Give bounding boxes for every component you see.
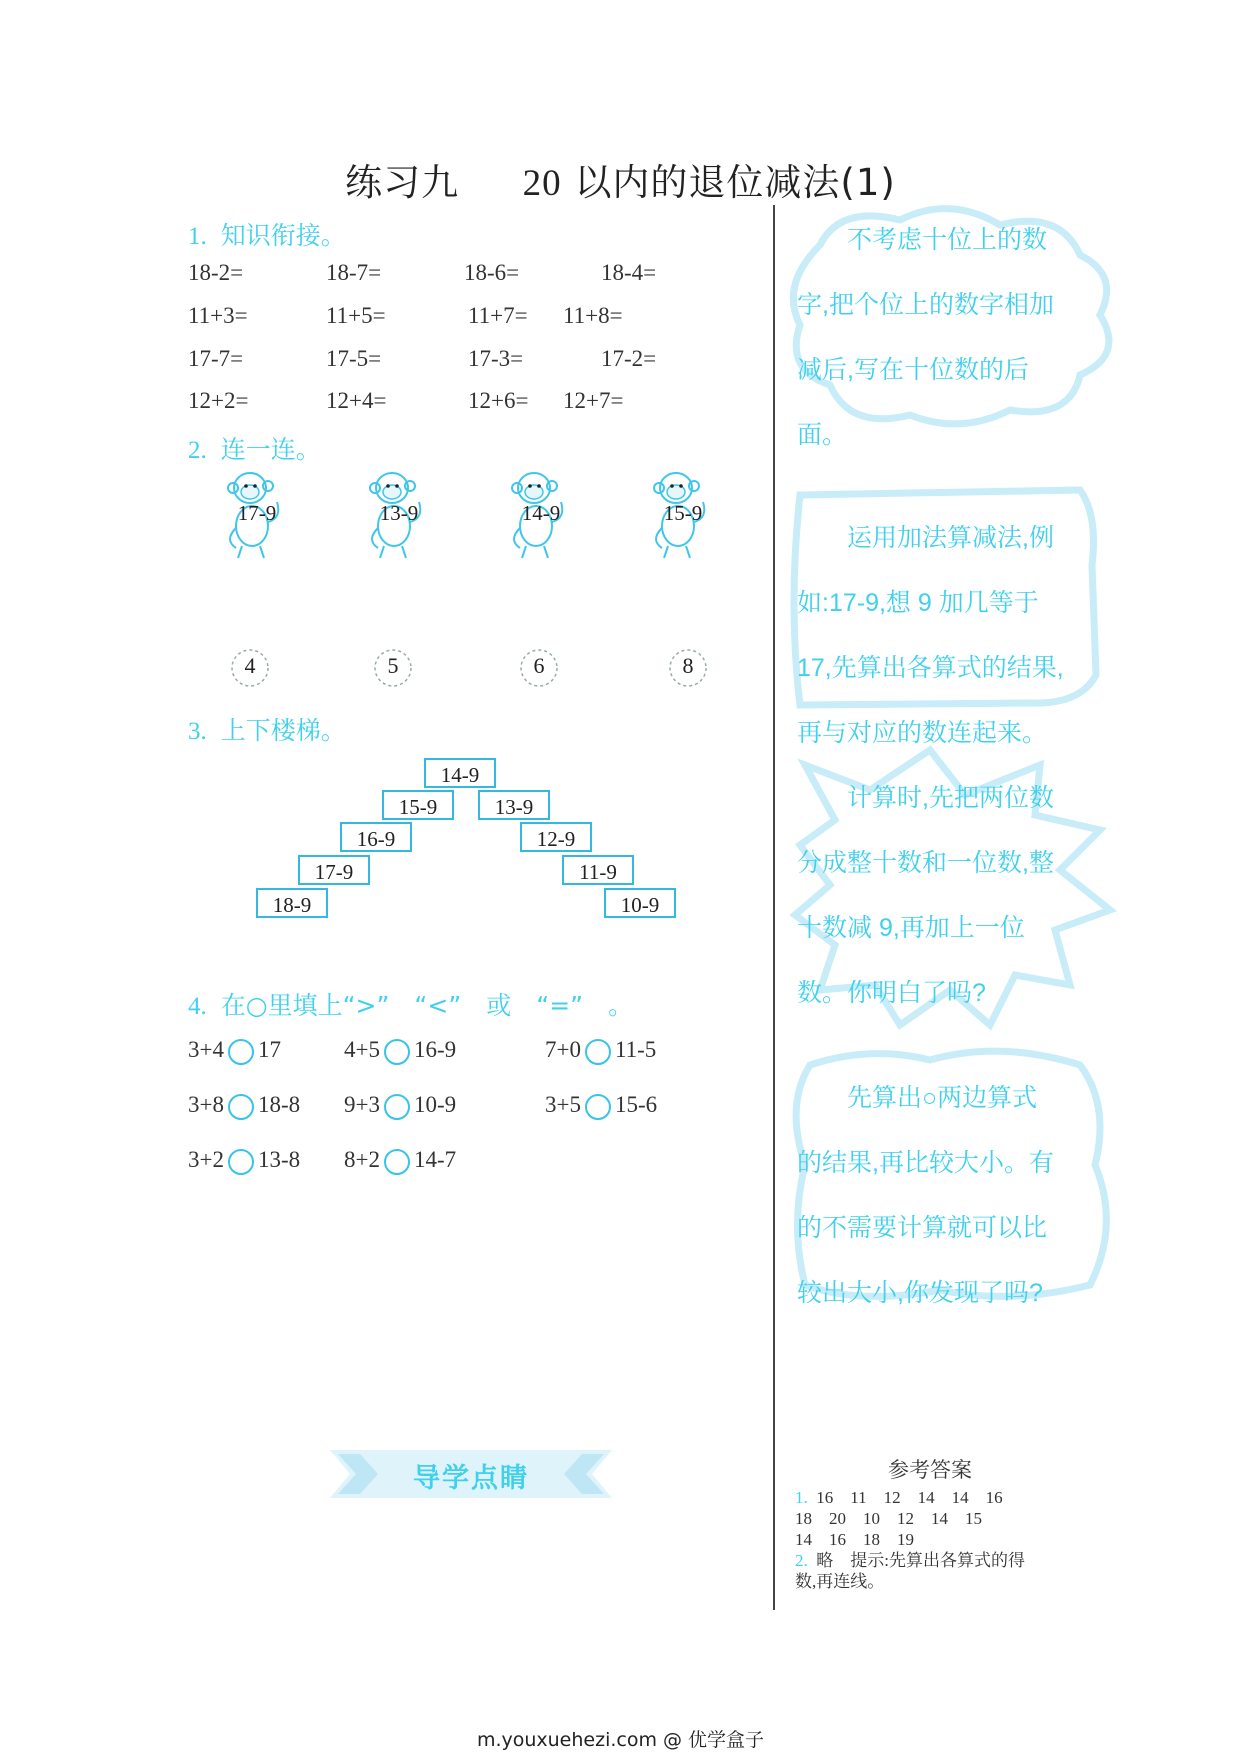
q2-heading xyxy=(188,430,321,466)
compare-left: 8+2 xyxy=(344,1147,380,1172)
answer-blob[interactable] xyxy=(371,646,415,690)
q3-label: 上下楼梯。 xyxy=(220,716,346,745)
monkey-card[interactable] xyxy=(506,466,576,562)
answer-label: 8 xyxy=(682,653,694,678)
stair-left: 18-9 xyxy=(256,888,328,918)
q2-label: 连一连。 xyxy=(220,435,321,464)
answers-line: 2. 略 提示:先算出各算式的得 xyxy=(795,1551,1025,1570)
q1-expr: 17-7= xyxy=(188,346,244,371)
tip-line: 再与对应的数连起来。 xyxy=(797,719,1048,747)
compare-item xyxy=(344,1092,456,1120)
stair-right: 13-9 xyxy=(478,790,550,820)
answer-blob[interactable] xyxy=(666,646,710,690)
stair-left: 15-9 xyxy=(382,790,454,820)
answer-label: 4 xyxy=(244,653,256,678)
answer-circle[interactable] xyxy=(585,1094,611,1120)
compare-left: 7+0 xyxy=(545,1037,581,1062)
stair-left: 17-9 xyxy=(298,855,370,885)
answer-circle[interactable] xyxy=(384,1039,410,1065)
tip-line: 计算时,先把两位数 xyxy=(847,784,1054,812)
stair-right: 11-9 xyxy=(562,855,634,885)
answers-line: 18 20 10 12 14 15 xyxy=(795,1509,982,1528)
answer-label: 6 xyxy=(533,653,545,678)
q1-expr: 11+7= xyxy=(468,303,528,328)
monkey-card[interactable] xyxy=(222,466,292,562)
answer-blob[interactable] xyxy=(228,646,272,690)
answers-title: 参考答案 xyxy=(888,1458,972,1482)
stair-top: 14-9 xyxy=(424,758,496,788)
q3-heading xyxy=(188,711,346,747)
compare-item xyxy=(344,1037,456,1065)
compare-right: 14-7 xyxy=(413,1147,457,1172)
q1-heading xyxy=(188,216,346,252)
compare-item xyxy=(344,1147,456,1175)
answer-circle[interactable] xyxy=(228,1149,254,1175)
q1-expr: 17-3= xyxy=(468,346,524,371)
answers-line: 数,再连线。 xyxy=(795,1572,885,1591)
tip-box-1 xyxy=(797,208,1067,468)
monkey-card[interactable] xyxy=(364,466,434,562)
compare-item xyxy=(545,1092,657,1120)
monkey-label: 15-9 xyxy=(663,501,703,525)
q1-expr: 12+7= xyxy=(563,388,624,413)
compare-item xyxy=(545,1037,656,1065)
compare-item xyxy=(188,1037,281,1065)
monkey-label: 17-9 xyxy=(237,501,277,525)
q4-heading xyxy=(188,986,633,1022)
q1-expr: 17-5= xyxy=(326,346,382,371)
compare-right: 13-8 xyxy=(257,1147,301,1172)
tip-line: 字,把个位上的数字相加 xyxy=(797,291,1054,319)
answer-circle[interactable] xyxy=(384,1094,410,1120)
answer-circle[interactable] xyxy=(228,1039,254,1065)
tip-line: 分成整十数和一位数,整 xyxy=(797,849,1054,877)
stair-right: 12-9 xyxy=(520,822,592,852)
title-number: 20 xyxy=(522,163,562,204)
compare-left: 4+5 xyxy=(344,1037,380,1062)
title-prefix: 练习九 xyxy=(345,161,460,204)
tip-line: 减后,写在十位数的后 xyxy=(797,356,1029,384)
answers-line: 14 16 18 19 xyxy=(795,1530,914,1549)
tip-line: 数。你明白了吗? xyxy=(797,979,986,1007)
q1-expr: 11+3= xyxy=(188,303,248,328)
tip-line: 不考虑十位上的数 xyxy=(847,226,1048,254)
tip-line: 的不需要计算就可以比 xyxy=(797,1214,1048,1242)
answer-circle[interactable] xyxy=(228,1094,254,1120)
compare-left: 3+4 xyxy=(188,1037,224,1062)
tip-line: 的结果,再比较大小。有 xyxy=(797,1149,1054,1177)
compare-right: 15-6 xyxy=(614,1092,658,1117)
compare-left: 9+3 xyxy=(344,1092,380,1117)
q1-expr: 18-7= xyxy=(326,260,382,285)
q1-expr: 12+6= xyxy=(468,388,529,413)
compare-right: 17 xyxy=(257,1037,281,1062)
answers-line: 1. 16 11 12 14 14 16 xyxy=(795,1488,1003,1507)
tip-line: 17,先算出各算式的结果, xyxy=(797,654,1064,682)
stair-right: 10-9 xyxy=(604,888,676,918)
compare-item xyxy=(188,1092,300,1120)
answer-label: 5 xyxy=(387,653,399,678)
q4-number: 4. xyxy=(188,993,207,1020)
answer-circle[interactable] xyxy=(384,1149,410,1175)
answer-blob[interactable] xyxy=(517,646,561,690)
q4-label: 在○里填上“>” “<” 或 “=” 。 xyxy=(220,991,634,1020)
compare-left: 3+2 xyxy=(188,1147,224,1172)
monkey-label: 13-9 xyxy=(379,501,419,525)
q1-label: 知识衔接。 xyxy=(220,221,346,250)
compare-right: 16-9 xyxy=(413,1037,457,1062)
tip-line: 运用加法算减法,例 xyxy=(847,524,1054,552)
q1-expr: 17-2= xyxy=(601,346,657,371)
banner-title: 导学点睛 xyxy=(413,1463,529,1494)
tip-line: 面。 xyxy=(797,421,848,449)
q1-expr: 18-6= xyxy=(464,260,520,285)
q1-expr: 11+5= xyxy=(326,303,386,328)
title-suffix: 以内的退位减法(1) xyxy=(574,161,896,204)
tip-box-4 xyxy=(797,1066,1067,1326)
tip-line: 较出大小,你发现了吗? xyxy=(797,1279,1043,1307)
q1-expr: 12+2= xyxy=(188,388,249,413)
column-divider xyxy=(773,205,775,1610)
guide-banner xyxy=(330,1450,612,1498)
tip-box-2 xyxy=(797,506,1067,766)
q1-expr: 11+8= xyxy=(563,303,623,328)
stair-left: 16-9 xyxy=(340,822,412,852)
q1-number: 1. xyxy=(188,223,207,250)
answer-circle[interactable] xyxy=(585,1039,611,1065)
q1-expr: 18-4= xyxy=(601,260,657,285)
q1-expr: 12+4= xyxy=(326,388,387,413)
compare-right: 10-9 xyxy=(413,1092,457,1117)
reference-answers xyxy=(795,1460,1065,1592)
monkey-card[interactable] xyxy=(648,466,718,562)
tip-box-3 xyxy=(797,766,1067,1026)
footer-watermark: m.youxuehezi.com @ 优学盒子 xyxy=(476,1729,765,1751)
tip-line: 十数减 9,再加上一位 xyxy=(797,914,1025,942)
tip-line: 先算出○两边算式 xyxy=(847,1084,1038,1112)
monkey-label: 14-9 xyxy=(521,501,561,525)
page-title xyxy=(0,152,1241,206)
compare-left: 3+8 xyxy=(188,1092,224,1117)
tip-line: 如:17-9,想 9 加几等于 xyxy=(797,589,1039,617)
compare-left: 3+5 xyxy=(545,1092,581,1117)
compare-item xyxy=(188,1147,300,1175)
q2-number: 2. xyxy=(188,437,207,464)
compare-right: 11-5 xyxy=(614,1037,657,1062)
q1-expr: 18-2= xyxy=(188,260,244,285)
q3-number: 3. xyxy=(188,718,207,745)
compare-right: 18-8 xyxy=(257,1092,301,1117)
